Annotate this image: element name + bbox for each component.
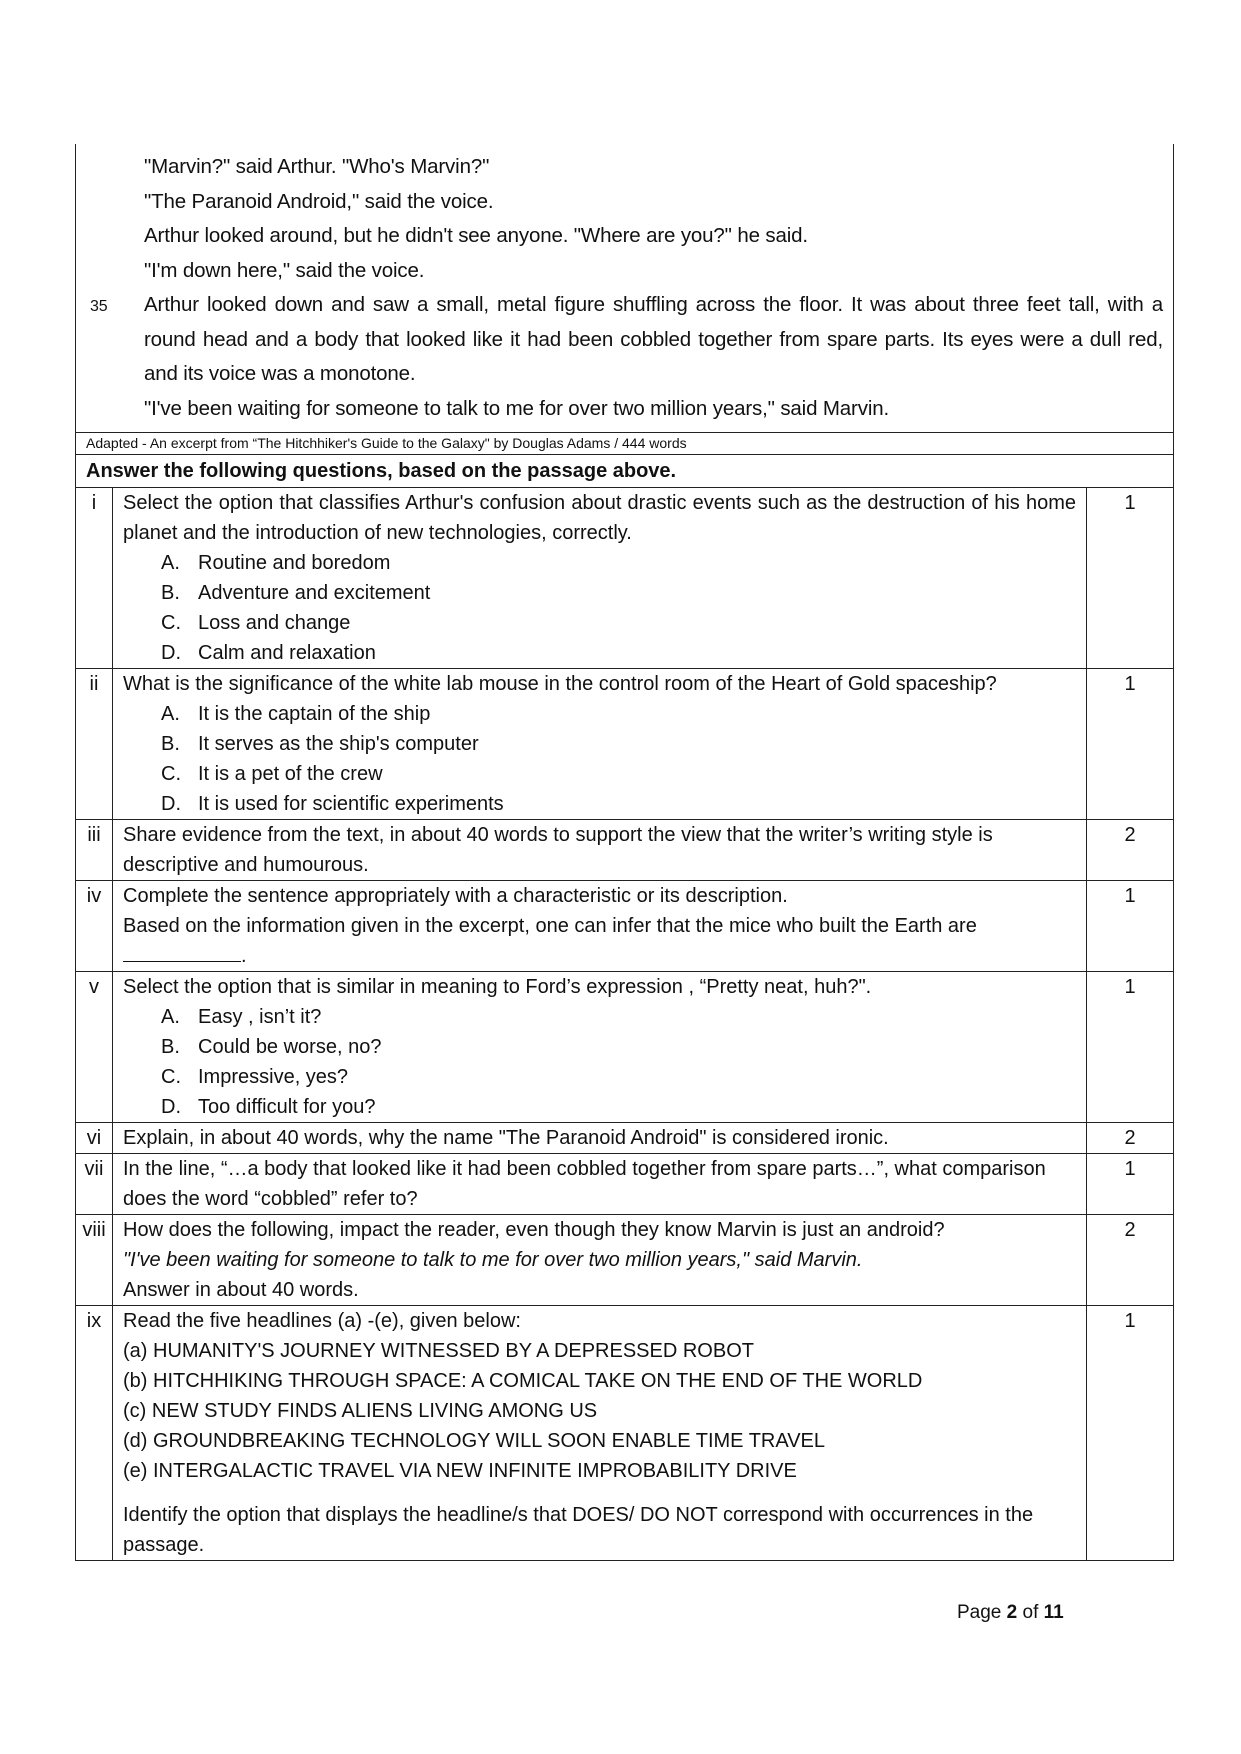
question-text: How does the following, impact the reader, even though they know Marvin is just an android?	[123, 1219, 945, 1241]
question-number: iii	[76, 820, 113, 881]
question-text: Read the five headlines (a) -(e), given below:	[123, 1310, 521, 1332]
question-instruction: Identify the option that displays the headline/s that DOES/ DO NOT correspond with occurrences in the passage.	[123, 1504, 1034, 1556]
option-a: A. Routine and boredom	[161, 552, 391, 574]
spacer	[123, 1486, 1076, 1500]
question-text: Select the option that is similar in meaning to Ford’s expression , “Pretty neat, huh?".	[123, 976, 872, 998]
question-row	[76, 820, 1174, 881]
question-text: In the line, “…a body that looked like it had been cobbled together from spare parts…”, what comparison does the word “cobbled” refer to?	[123, 1158, 1046, 1210]
page-number: Page 2 of 11	[957, 1602, 1064, 1623]
option-list	[123, 1002, 1076, 1122]
option-d: D. Too difficult for you?	[161, 1096, 376, 1118]
question-marks: 1	[1087, 972, 1174, 1123]
passage-line	[76, 185, 1163, 220]
question-number: v	[76, 972, 113, 1123]
question-number: vi	[76, 1123, 113, 1154]
question-body	[113, 1215, 1087, 1306]
current-page: 2	[1006, 1602, 1018, 1623]
question-row	[76, 1154, 1174, 1215]
question-row	[76, 1123, 1174, 1154]
question-number: ix	[76, 1306, 113, 1561]
question-row	[76, 972, 1174, 1123]
question-marks: 2	[1087, 1123, 1174, 1154]
question-row	[76, 669, 1174, 820]
question-body	[113, 669, 1087, 820]
question-row	[76, 1306, 1174, 1561]
passage-line-text: "Marvin?" said Arthur. "Who's Marvin?"	[144, 155, 490, 178]
question-marks: 2	[1087, 1215, 1174, 1306]
question-number: vii	[76, 1154, 113, 1215]
question-marks: 1	[1087, 1154, 1174, 1215]
question-number: i	[76, 488, 113, 669]
questions-table	[75, 487, 1174, 1561]
headline-list	[123, 1336, 1076, 1486]
passage-line-text: "I've been waiting for someone to talk to me for over two million years," said Marvin.	[144, 396, 890, 420]
answer-blank[interactable]	[123, 941, 241, 962]
option-a: A. Easy , isn’t it?	[161, 1006, 322, 1028]
total-pages: 11	[1043, 1602, 1064, 1623]
question-row	[76, 1215, 1174, 1306]
passage-line-text: Arthur looked down and saw a small, metal figure shuffling across the floor. It was about three feet tall, with a round head and a body that looked like it had been cobbled together from spare parts. Its eyes were a dull red, and its voice was a monotone.	[144, 293, 1163, 385]
question-text: What is the significance of the white lab mouse in the control room of the Heart of Gold spaceship?	[123, 673, 997, 695]
question-body	[113, 488, 1087, 669]
passage-block	[75, 144, 1174, 432]
passage-line	[76, 254, 1163, 289]
headline-b: (b) HITCHHIKING THROUGH SPACE: A COMICAL TAKE ON THE END OF THE WORLD	[123, 1370, 923, 1392]
option-c: C. Impressive, yes?	[161, 1066, 349, 1088]
question-quote: "I've been waiting for someone to talk to me for over two million years," said Marvin.	[123, 1249, 863, 1271]
question-body	[113, 881, 1087, 972]
question-marks: 1	[1087, 881, 1174, 972]
passage-line-text: Arthur looked around, but he didn't see anyone. "Where are you?" he said.	[144, 224, 808, 247]
question-body	[113, 1123, 1087, 1154]
passage-line	[76, 219, 1163, 254]
question-marks: 1	[1087, 1306, 1174, 1561]
option-b: B. Adventure and excitement	[161, 582, 431, 604]
question-marks: 1	[1087, 488, 1174, 669]
passage-line-text: "I'm down here," said the voice.	[144, 258, 425, 282]
headline-d: (d) GROUNDBREAKING TECHNOLOGY WILL SOON ENABLE TIME TRAVEL	[123, 1430, 826, 1452]
question-number: iv	[76, 881, 113, 972]
option-list	[123, 699, 1076, 819]
question-body	[113, 820, 1087, 881]
option-a: A. It is the captain of the ship	[161, 703, 431, 725]
question-body	[113, 1306, 1087, 1561]
question-text: Explain, in about 40 words, why the name "The Paranoid Android" is considered ironic.	[123, 1127, 889, 1149]
headline-e: (e) INTERGALACTIC TRAVEL VIA NEW INFINITE IMPROBABILITY DRIVE	[123, 1460, 797, 1482]
option-b: B. Could be worse, no?	[161, 1036, 382, 1058]
instruction-heading: Answer the following questions, based on the passage above.	[75, 455, 1174, 487]
question-marks: 1	[1087, 669, 1174, 820]
question-text: Complete the sentence appropriately with a characteristic or its description.	[123, 885, 788, 907]
option-d: D. Calm and relaxation	[161, 642, 376, 664]
passage-line	[76, 392, 1163, 427]
passage-line	[76, 150, 1163, 185]
headline-c: (c) NEW STUDY FINDS ALIENS LIVING AMONG US	[123, 1400, 598, 1422]
question-text: Share evidence from the text, in about 40 words to support the view that the writer’s writing style is descriptive and humourous.	[123, 824, 993, 876]
headline-a: (a) HUMANITY'S JOURNEY WITNESSED BY A DEPRESSED ROBOT	[123, 1340, 754, 1362]
line-number: 35	[90, 298, 108, 315]
question-row	[76, 881, 1174, 972]
question-instruction: Answer in about 40 words.	[123, 1279, 359, 1301]
option-d: D. It is used for scientific experiments	[161, 793, 504, 815]
option-list	[123, 548, 1076, 668]
option-c: C. It is a pet of the crew	[161, 763, 383, 785]
exam-page	[75, 148, 1174, 1561]
option-b: B. It serves as the ship's computer	[161, 733, 479, 755]
passage-line	[76, 288, 1163, 392]
passage-line-text: "The Paranoid Android," said the voice.	[144, 189, 494, 213]
question-marks: 2	[1087, 820, 1174, 881]
question-body	[113, 1154, 1087, 1215]
question-number: viii	[76, 1215, 113, 1306]
question-sentence: Based on the information given in the excerpt, one can infer that the mice who built the Earth are .	[123, 915, 977, 967]
option-c: C. Loss and change	[161, 612, 351, 634]
question-row	[76, 488, 1174, 669]
question-body	[113, 972, 1087, 1123]
question-number: ii	[76, 669, 113, 820]
question-text: Select the option that classifies Arthur's confusion about drastic events such as the destruction of his home planet and the introduction of new technologies, correctly.	[123, 492, 1076, 544]
passage-source: Adapted - An excerpt from “The Hitchhiker's Guide to the Galaxy" by Douglas Adams / 444 words	[75, 432, 1174, 455]
